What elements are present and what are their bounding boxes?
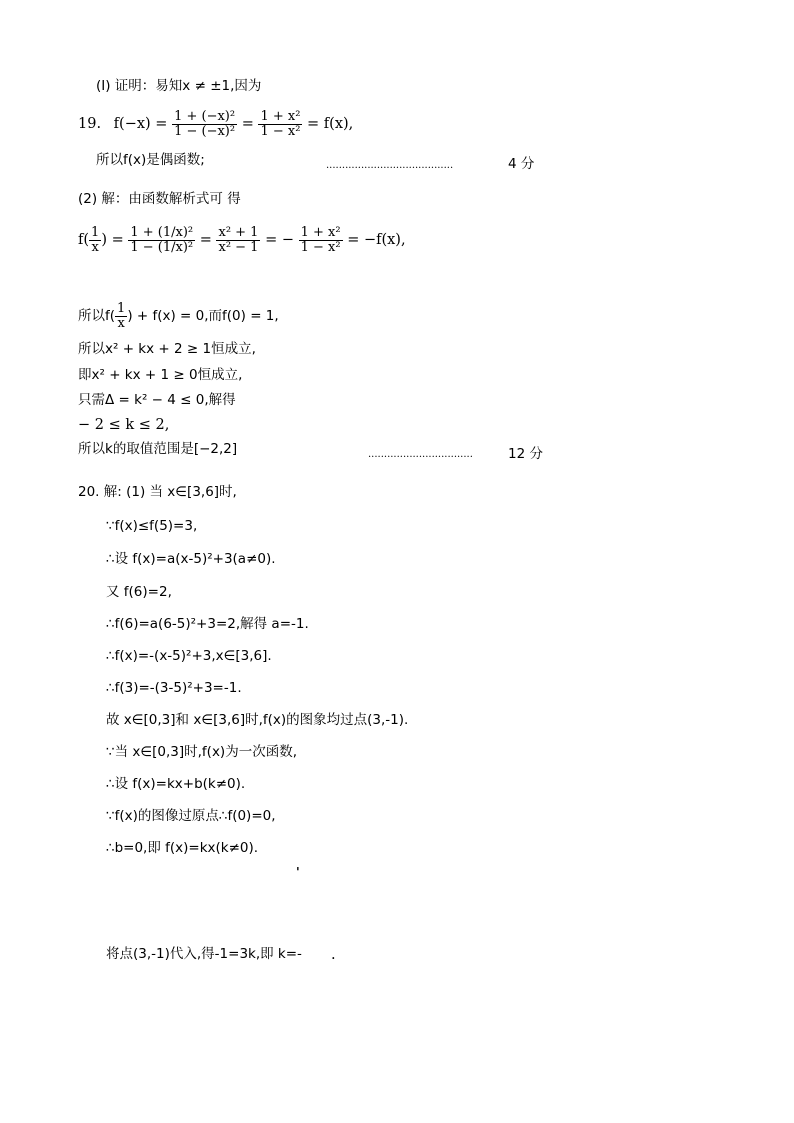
q20-line-9: ∴设 f(x)=kx+b(k≠0). xyxy=(106,776,246,792)
eq1-fraction-2: $\frac{\text{1 + x²}}{\text{1 − x²}}$ xyxy=(260,109,301,139)
eq1-fraction-1: $\frac{\text{1 + (−x)²}}{\text{1 − (−x)²}}$ xyxy=(174,109,236,139)
q19-part1-conclusion: 所以f(x)是偶函数; xyxy=(96,152,205,168)
q19-eq1: 19. f(−x) = $\frac{\text{1 + (−x)²}}{\text{1 − (−x)²}}$ = $\frac{\text{1 + x²}}{\text{1 − x²}}$ = f(x), xyxy=(78,109,354,139)
q19-part1-intro: (I) 证明：易知x ≠ ±1,因为 xyxy=(96,78,262,94)
q20-line-8: ∵当 x∈[0,3]时,f(x)为一次函数, xyxy=(106,744,297,760)
q19-line-a: 所以f( $\frac{1}{x}$ ) + f(x) = 0,而f(0) = 1, xyxy=(78,301,279,331)
q20-line-5: ∴f(x)=-(x-5)²+3,x∈[3,6]. xyxy=(106,648,272,664)
q19-line-f: 所以k的取值范围是[−2,2] xyxy=(78,441,238,457)
q19-line-b: 所以x² + kx + 2 ≥ 1恒成立, xyxy=(78,341,256,357)
q19-line-d: 只需Δ = k² − 4 ≤ 0,解得 xyxy=(78,392,236,408)
q20-line-1: ∵f(x)≤f(5)=3, xyxy=(106,518,198,534)
q20-line-3: 又 f(6)=2, xyxy=(106,584,172,600)
eq2-compound-fraction: $\frac{\text{1 + (1/x)²}}{\text{1 − (1/x)²}}$ xyxy=(130,225,194,255)
q20-line-12-period: . xyxy=(331,947,336,963)
eq2-fraction-2: $\frac{\text{x² + 1}}{\text{x² − 1}}$ xyxy=(218,225,259,255)
q20-line-11: ∴b=0,即 f(x)=kx(k≠0). xyxy=(106,840,259,856)
q20-line-12: 将点(3,-1)代入,得-1=3k,即 k=- xyxy=(106,946,302,962)
q19-line-c: 即x² + kx + 1 ≥ 0恒成立, xyxy=(78,367,243,383)
q20-line-7: 故 x∈[0,3]和 x∈[3,6]时,f(x)的图象均过点(3,-1). xyxy=(106,712,409,728)
q20-line-2: ∴设 f(x)=a(x-5)²+3(a≠0). xyxy=(106,551,276,567)
q20-line-4: ∴f(6)=a(6-5)²+3=2,解得 a=-1. xyxy=(106,616,309,632)
eq1-rhs: = f(x), xyxy=(307,116,354,133)
score1-label: 4 分 xyxy=(508,156,535,172)
q19-part2-intro: (2) 解：由函数解析式可 得 xyxy=(78,191,241,207)
line-a-fraction: $\frac{1}{x}$ xyxy=(117,301,126,331)
eq1-lhs: f(−x) = xyxy=(113,116,168,133)
eq2-lhs-fraction: $\frac{1}{x}$ xyxy=(91,225,100,255)
score2-leader-dots: ................................. xyxy=(368,449,473,460)
q19-eq2: f( $\frac{1}{x}$ ) = $\frac{\text{1 + (1/x)²}}{\text{1 − (1/x)²}}$ = $\frac{\text{x² + 1}}{\text{x² − 1}}$ = − $\frac{\text{1 + x²}}{\text{1 − x²}}$ = −f(x), xyxy=(78,225,406,255)
q20-heading: 20. 解: (1) 当 x∈[3,6]时, xyxy=(78,484,237,500)
stray-mark: ' xyxy=(296,865,300,879)
q19-line-e: − 2 ≤ k ≤ 2, xyxy=(78,417,170,433)
score1-leader-dots: ........................................ xyxy=(326,160,454,171)
q20-line-6: ∴f(3)=-(3-5)²+3=-1. xyxy=(106,680,242,696)
q19-number: 19. xyxy=(78,116,102,133)
eq2-fraction-3: $\frac{\text{1 + x²}}{\text{1 − x²}}$ xyxy=(300,225,341,255)
score2-label: 12 分 xyxy=(508,446,543,462)
q20-line-10: ∵f(x)的图像过原点∴f(0)=0, xyxy=(106,808,276,824)
